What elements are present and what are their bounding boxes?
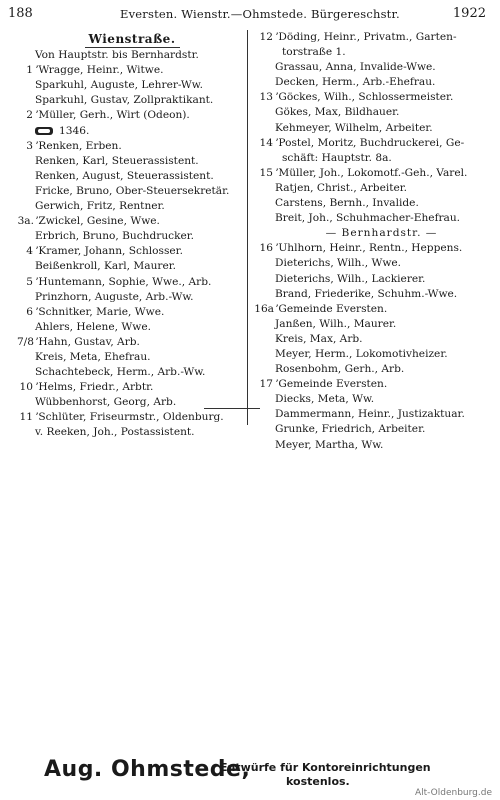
street-title: Wienstraße. bbox=[88, 32, 176, 46]
entry-text bbox=[18, 124, 246, 139]
entry-text: Brand, Friederike, Schuhm.-Wwe. bbox=[275, 287, 458, 300]
telephone-number: 1346. bbox=[59, 124, 90, 137]
directory-entry bbox=[18, 365, 246, 380]
house-number: 3a. bbox=[17, 215, 34, 228]
watermark: Alt-Oldenburg.de bbox=[414, 788, 492, 798]
entry-text: Fricke, Bruno, Ober-Steuersekretär. bbox=[35, 184, 230, 197]
directory-entry bbox=[254, 302, 488, 317]
house-number: 1 bbox=[26, 64, 33, 77]
entry-text: ʼMüller, Gerh., Wirt (Odeon). bbox=[35, 109, 190, 122]
entry-text: Dieterichs, Wilh., Wwe. bbox=[275, 257, 402, 270]
column-divider bbox=[247, 30, 248, 425]
ad-company-name: Aug. Ohmstede, bbox=[44, 757, 251, 782]
house-number: 3 bbox=[26, 139, 33, 152]
entry-text: Carstens, Bernh., Invalide. bbox=[275, 197, 419, 210]
directory-entry bbox=[258, 332, 488, 347]
entry-text: Erbrich, Bruno, Buchdrucker. bbox=[35, 230, 195, 243]
directory-entry bbox=[258, 30, 488, 45]
entry-text: Dieterichs, Wilh., Lackierer. bbox=[275, 272, 426, 285]
left-column bbox=[18, 30, 246, 441]
entry-text: ʼHahn, Gustav, Arb. bbox=[35, 335, 140, 348]
right-column bbox=[254, 30, 488, 453]
section-heading bbox=[258, 226, 488, 241]
entry-text: Ratjen, Christ., Arbeiter. bbox=[275, 181, 408, 194]
directory-entry bbox=[18, 410, 246, 425]
entry-text: ʼMüller, Joh., Lokomotf.-Geh., Varel. bbox=[275, 166, 468, 179]
entry-text: Dammermann, Heinr., Justizaktuar. bbox=[275, 408, 465, 421]
entry-text: Schachtebeck, Herm., Arb.-Ww. bbox=[35, 366, 206, 379]
directory-entry bbox=[18, 184, 246, 199]
directory-entry bbox=[258, 347, 488, 362]
directory-entry bbox=[258, 121, 488, 136]
directory-entry bbox=[18, 78, 246, 93]
page-header bbox=[8, 6, 486, 24]
entry-text: Decken, Herm., Arb.-Ehefrau. bbox=[275, 76, 436, 89]
house-number: 11 bbox=[19, 411, 33, 424]
telephone-icon bbox=[35, 127, 53, 135]
directory-entry bbox=[258, 136, 488, 151]
directory-entry bbox=[18, 275, 246, 290]
directory-entry bbox=[258, 438, 488, 453]
ad-tagline: Entwürfe für Kontoreinrichtungen bbox=[220, 761, 431, 774]
right-entry-list bbox=[254, 30, 488, 453]
directory-entry bbox=[258, 256, 488, 271]
entry-text: Kehmeyer, Wilhelm, Arbeiter. bbox=[275, 121, 433, 134]
directory-entry bbox=[18, 290, 246, 305]
left-entry-list bbox=[18, 63, 246, 440]
house-number: 4 bbox=[26, 245, 33, 258]
directory-entry bbox=[18, 380, 246, 395]
directory-entry bbox=[18, 229, 246, 244]
house-number: 16 bbox=[259, 242, 273, 255]
directory-entry bbox=[18, 320, 246, 335]
house-number: 17 bbox=[259, 378, 273, 391]
directory-entry bbox=[18, 244, 246, 259]
entry-text: Diecks, Meta, Ww. bbox=[275, 393, 375, 406]
directory-entry bbox=[18, 108, 246, 123]
directory-entry bbox=[258, 407, 488, 422]
house-number: 14 bbox=[259, 136, 273, 149]
entry-text: v. Reeken, Joh., Postassistent. bbox=[35, 426, 195, 439]
ad-tagline-continued: kostenlos. bbox=[286, 775, 350, 788]
running-title: Eversten. Wienstr.—Ohmstede. Bürgereschstr. bbox=[120, 7, 400, 21]
entry-text: Rosenbohm, Gerh., Arb. bbox=[275, 363, 405, 376]
entry-text: Kreis, Max, Arb. bbox=[275, 332, 363, 345]
page-number-right: 1922 bbox=[452, 6, 486, 21]
entry-text: ʼKramer, Johann, Schlosser. bbox=[35, 245, 183, 258]
directory-entry bbox=[258, 241, 488, 256]
directory-entry bbox=[258, 45, 488, 60]
directory-entry bbox=[18, 305, 246, 320]
entry-text: ʼGemeinde Eversten. bbox=[275, 378, 388, 391]
directory-entry bbox=[258, 211, 488, 226]
street-range: Von Hauptstr. bis Bernhardstr. bbox=[35, 49, 199, 62]
directory-entry bbox=[258, 75, 488, 90]
entry-text: Grassau, Anna, Invalide-Wwe. bbox=[275, 61, 436, 74]
end-rule bbox=[204, 408, 260, 409]
directory-entry bbox=[258, 166, 488, 181]
entry-text: Wübbenhorst, Georg, Arb. bbox=[35, 396, 177, 409]
entry-text: ʼHuntemann, Sophie, Wwe., Arb. bbox=[35, 275, 212, 288]
entry-text: Janßen, Wilh., Maurer. bbox=[275, 317, 397, 330]
entry-text: Sparkuhl, Auguste, Lehrer-Ww. bbox=[35, 79, 203, 92]
directory-entry bbox=[18, 63, 246, 78]
entry-text: ʼWragge, Heinr., Witwe. bbox=[35, 64, 164, 77]
directory-entry bbox=[258, 90, 488, 105]
directory-entry bbox=[18, 199, 246, 214]
directory-entry bbox=[18, 259, 246, 274]
entry-text: ʼPostel, Moritz, Buchdruckerei, Ge- bbox=[275, 136, 465, 149]
entry-text: Meyer, Herm., Lokomotivheizer. bbox=[275, 347, 448, 360]
entry-text: Grunke, Friedrich, Arbeiter. bbox=[275, 423, 426, 436]
entry-text: Meyer, Martha, Ww. bbox=[275, 438, 384, 451]
entry-text: ʼSchnitker, Marie, Wwe. bbox=[35, 305, 165, 318]
entry-text: Prinzhorn, Auguste, Arb.-Ww. bbox=[35, 290, 194, 303]
entry-text: ʼUhlhorn, Heinr., Rentn., Heppens. bbox=[275, 242, 463, 255]
house-number: 12 bbox=[259, 31, 273, 43]
entry-text: Kreis, Meta, Ehefrau. bbox=[35, 350, 151, 363]
entry-text: Renken, August, Steuerassistent. bbox=[35, 169, 214, 182]
entry-text: ʼGemeinde Eversten. bbox=[275, 302, 388, 315]
entry-text: torstraße 1. bbox=[282, 46, 346, 59]
directory-entry bbox=[18, 214, 246, 229]
house-number: 2 bbox=[26, 109, 33, 122]
entry-text: Renken, Karl, Steuerassistent. bbox=[35, 154, 199, 167]
directory-entry bbox=[18, 350, 246, 365]
page-number-left: 188 bbox=[8, 6, 33, 21]
directory-entry bbox=[18, 169, 246, 184]
entry-text: Gerwich, Fritz, Rentner. bbox=[35, 200, 165, 213]
entry-text: Beißenkroll, Karl, Maurer. bbox=[35, 260, 176, 273]
entry-text: ʼHelms, Friedr., Arbtr. bbox=[35, 381, 154, 394]
directory-entry bbox=[258, 181, 488, 196]
directory-entry bbox=[258, 422, 488, 437]
directory-entry bbox=[18, 139, 246, 154]
advertisement bbox=[40, 757, 480, 787]
directory-entry bbox=[258, 362, 488, 377]
entry-text: ʼDöding, Heinr., Privatm., Garten- bbox=[275, 31, 457, 43]
entry-text: ʼGöckes, Wilh., Schlossermeister. bbox=[275, 91, 454, 104]
directory-entry bbox=[18, 124, 246, 139]
directory-entry bbox=[258, 317, 488, 332]
entry-text: schäft: Hauptstr. 8a. bbox=[282, 151, 392, 164]
directory-entry bbox=[258, 60, 488, 75]
entry-text: Breit, Joh., Schuhmacher-Ehefrau. bbox=[275, 212, 461, 225]
house-number: 13 bbox=[259, 91, 273, 104]
entry-text: Sparkuhl, Gustav, Zollpraktikant. bbox=[35, 94, 214, 107]
entry-text: ʼZwickel, Gesine, Wwe. bbox=[35, 215, 160, 228]
directory-entry bbox=[18, 425, 246, 440]
house-number: 5 bbox=[26, 275, 33, 288]
directory-entry bbox=[258, 105, 488, 120]
entry-text: ʼRenken, Erben. bbox=[35, 139, 122, 152]
entry-text: ʼSchlüter, Friseurmstr., Oldenburg. bbox=[35, 411, 224, 424]
directory-entry bbox=[18, 335, 246, 350]
house-number: 7/8 bbox=[16, 335, 34, 348]
directory-entry bbox=[258, 196, 488, 211]
directory-entry bbox=[258, 377, 488, 392]
entry-text: Ahlers, Helene, Wwe. bbox=[35, 320, 151, 333]
entry-text: Gökes, Max, Bildhauer. bbox=[275, 106, 400, 119]
house-number: 15 bbox=[259, 166, 273, 179]
directory-entry bbox=[258, 151, 488, 166]
house-number: 6 bbox=[26, 305, 33, 318]
house-number: 10 bbox=[19, 381, 33, 394]
directory-entry bbox=[258, 272, 488, 287]
directory-entry bbox=[258, 287, 488, 302]
house-number: 16a bbox=[254, 302, 274, 315]
directory-entry bbox=[258, 392, 488, 407]
directory-entry bbox=[18, 93, 246, 108]
directory-entry bbox=[18, 154, 246, 169]
section-heading-text: — Bernhardstr. — bbox=[325, 227, 438, 240]
